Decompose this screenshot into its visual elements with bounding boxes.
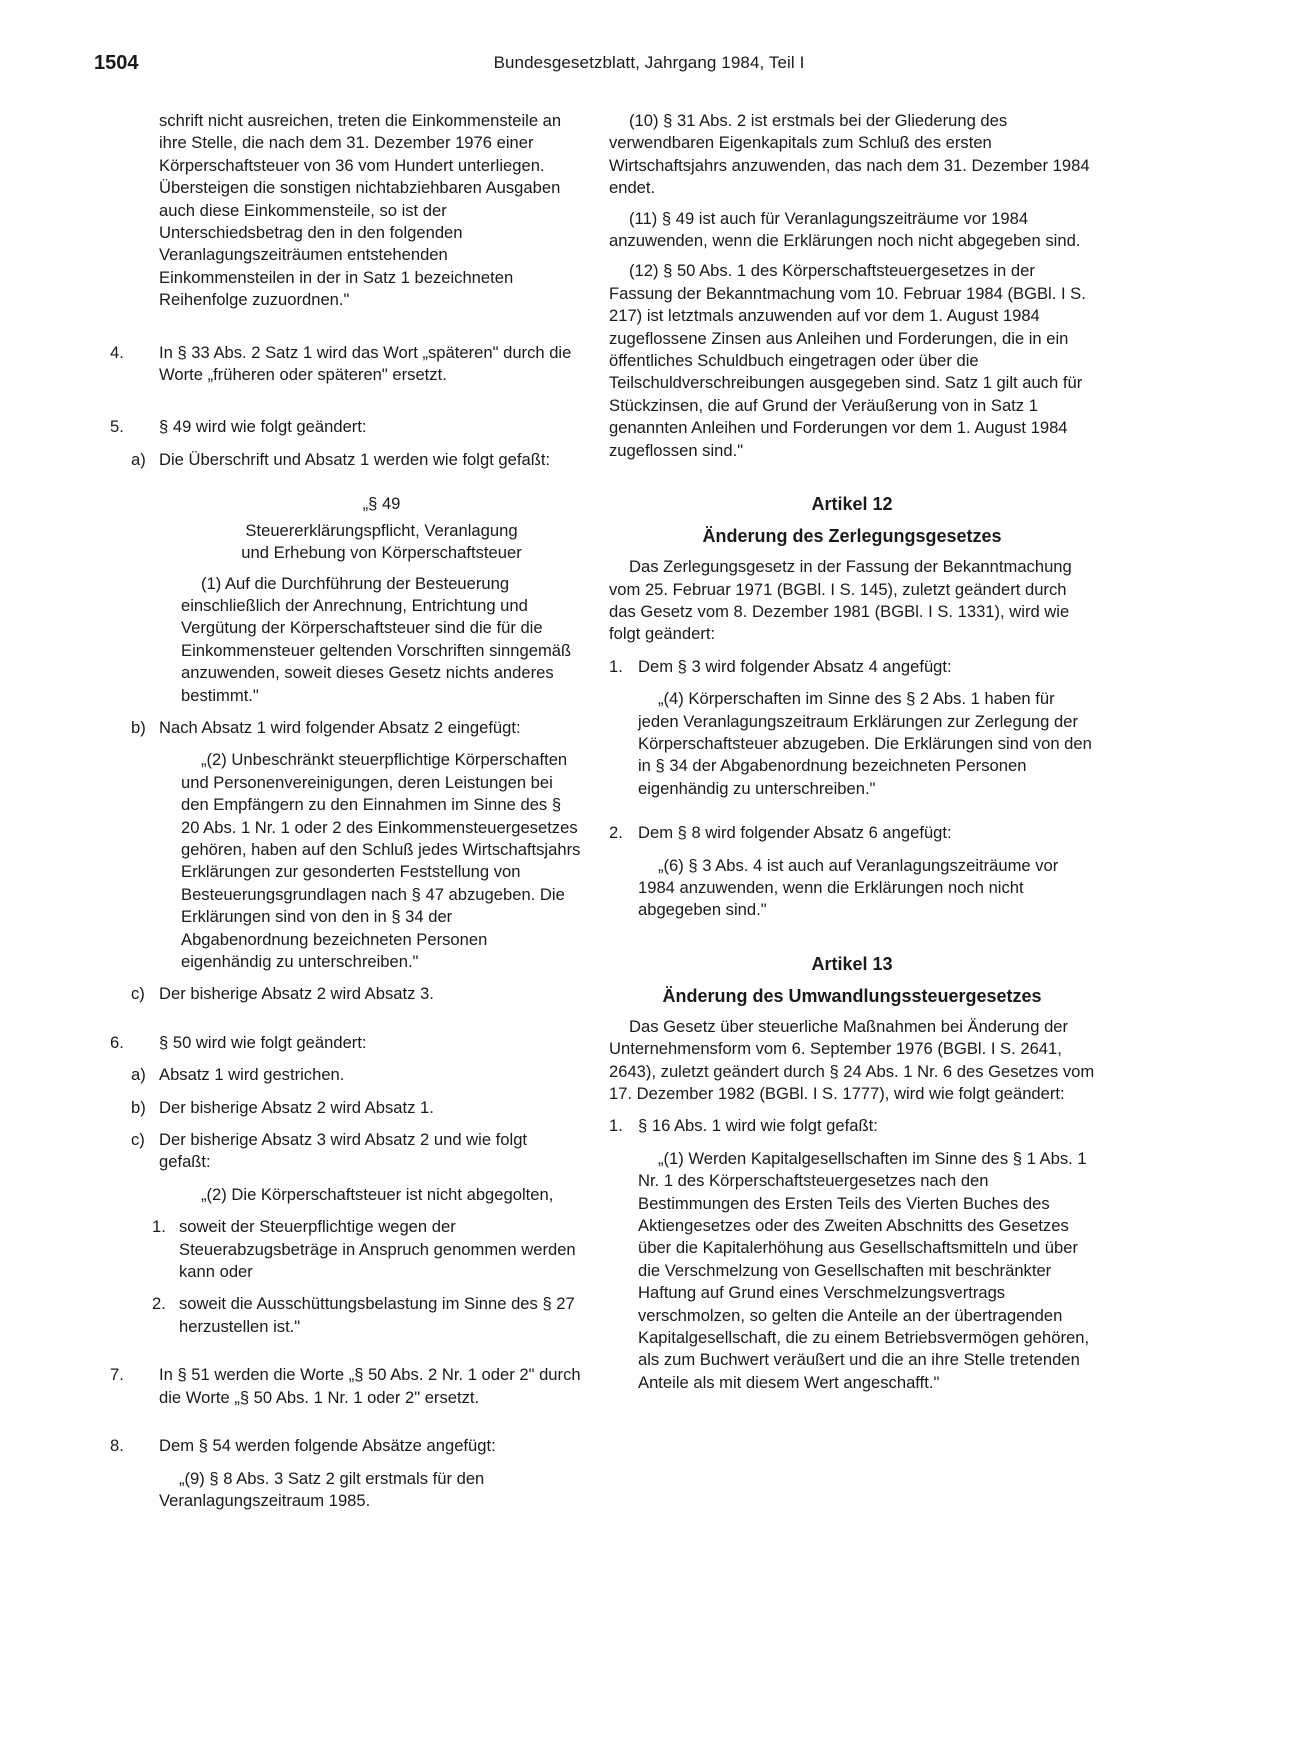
article-12-subtitle: Änderung des Zerlegungsgesetzes [702,526,1002,547]
numbered-sub-item-1 [132,1216,582,1283]
article-13-title: Artikel 13 [811,953,893,974]
list-item-5 [110,416,582,438]
item-text: § 16 Abs. 1 wird wie folgt gefaßt: [638,1116,878,1136]
right-column [609,110,1095,1394]
section-49-quote [181,493,582,707]
item-text: Dem § 8 wird folgender Absatz 6 angefügt: [638,823,952,843]
article-13-item-1 [609,1115,1095,1137]
quoted-paragraph: „(9) § 8 Abs. 3 Satz 2 gilt erstmals für den Veranlagungszeitraum 1985. [159,1468,485,1510]
section-paragraph: (1) Auf die Durchführung der Besteuerung einschließlich der Anrechnung, Entrichtung und Vergütung der Körperschaftsteuer sind die für die Einkommensteuer geltenden Vorschriften sinngemäß anzuwenden, soweit dieses Gesetz nichts anderes bestimmt." [181,573,572,705]
section-heading-line-2: und Erhebung von Körperschaftsteuer [241,543,522,563]
continued-paragraph: schrift nicht ausreichen, treten die Einkommensteile an ihre Stelle, die nach dem 31. Dezember 1976 einer Körperschaftsteuer von 36 vom Hundert unterliegen. Übersteigen die sonstigen nichtabziehbaren Ausgaben auch diese Einkommensteile, so ist der Unterschiedsbetrag den in den folgenden Veranlagungszeiträumen entstehenden Einkommensteilen in der in Satz 1 bezeichneten Reihenfolge zuzuordnen." [159,111,562,310]
sub-item-label: a) [131,449,146,469]
sub-item-text: soweit die Ausschüttungsbelastung im Sinne des § 27 herzustellen ist." [179,1294,575,1336]
sub-item-label: a) [131,1065,146,1085]
item-text: Dem § 3 wird folgender Absatz 4 angefügt: [638,656,952,676]
sub-item-label: c) [131,1130,145,1150]
page-title: Bundesgesetzblatt, Jahrgang 1984, Teil I [493,53,805,72]
left-column [110,110,582,1512]
quoted-paragraph: „(6) § 3 Abs. 4 ist auch auf Veranlagungszeiträume vor 1984 anzuwenden, wenn die Erklärungen noch nicht abgegeben sind." [638,855,1059,920]
quoted-paragraph: „(2) Unbeschränkt steuerpflichtige Körperschaften und Personenvereinigungen, deren Leistungen bei den Empfängern zu den Einnahmen im Sinne des § 20 Abs. 1 Nr. 1 oder 2 des Einkommensteuergesetzes gehören, haben auf den Schluß jedes Wirtschaftsjahrs Erklärungen zur gesonderten Feststellung von Besteuerungsgrundlagen nach § 47 abzugeben. Die Erklärungen sind von den in § 34 der Abgabenordnung bezeichneten Personen eigenhändig zu unterschreiben." [181,750,581,971]
quoted-paragraph: „(2) Die Körperschaftsteuer ist nicht abgegolten, [201,1184,554,1204]
numbered-sub-item-2 [132,1293,582,1338]
sub-item-label: b) [131,717,146,737]
list-item-4 [110,342,582,387]
sub-item-text: Der bisherige Absatz 3 wird Absatz 2 und wie folgt gefaßt: [159,1130,528,1172]
sub-item-text: Nach Absatz 1 wird folgender Absatz 2 eingefügt: [159,717,521,737]
article-13-intro: Das Gesetz über steuerliche Maßnahmen bei Änderung der Unternehmensform vom 6. September 1976 (BGBl. I S. 2641, 2643), zuletzt geändert durch § 24 Abs. 1 Nr. 6 des Gesetzes vom 17. Dezember 1982 (BGBl. I S. 1777), wird wie folgt geändert: [609,1016,1095,1103]
sub-item-5b [110,717,582,739]
paragraph-10: (10) § 31 Abs. 2 ist erstmals bei der Gliederung des verwendbaren Eigenkapitals zum Schluß des ersten Wirtschaftsjahrs anzuwenden, das nach dem 31. Dezember 1984 endet. [609,111,1090,198]
item-number: 2. [609,823,623,843]
item-number: 4. [110,342,124,362]
sub-item-5c [110,983,582,1005]
article-12-item-1 [609,656,1095,678]
item-text: In § 51 werden die Worte „§ 50 Abs. 2 Nr. 1 oder 2" durch die Worte „§ 50 Abs. 1 Nr. 1 oder 2" ersetzt. [159,1365,581,1407]
sub-item-text: Absatz 1 wird gestrichen. [159,1065,345,1085]
sub-item-label: c) [131,984,145,1004]
list-item-6 [110,1032,582,1054]
section-title: „§ 49 [362,494,401,514]
sub-item-text: soweit der Steuerpflichtige wegen der Steuerabzugsbeträge in Anspruch genommen werden kann oder [179,1217,576,1282]
item-number: 7. [110,1365,124,1385]
paragraph-11: (11) § 49 ist auch für Veranlagungszeiträume vor 1984 anzuwenden, wenn die Erklärungen noch nicht abgegeben sind. [609,208,1081,251]
page-header [94,52,1204,82]
list-item-8 [110,1435,582,1457]
sub-item-6c [110,1129,582,1174]
article-12-title: Artikel 12 [811,494,893,515]
sub-item-6a [110,1064,582,1086]
sub-item-text: Der bisherige Absatz 2 wird Absatz 1. [159,1097,434,1117]
sub-item-text: Die Überschrift und Absatz 1 werden wie folgt gefaßt: [159,449,551,469]
sub-item-text: Der bisherige Absatz 2 wird Absatz 3. [159,984,434,1004]
article-12-intro: Das Zerlegungsgesetz in der Fassung der Bekanntmachung vom 25. Februar 1971 (BGBl. I S. 145), zuletzt geändert durch das Gesetz vom 8. Dezember 1981 (BGBl. I S. 1331), wird wie folgt geändert: [609,557,1072,644]
section-heading-line-1: Steuererklärungspflicht, Veranlagung [245,520,518,540]
page-number: 1504 [94,52,139,74]
item-number: 1. [609,1116,623,1136]
sub-item-label: b) [131,1097,146,1117]
sub-item-5a [110,449,582,471]
article-12-item-2 [609,822,1095,844]
item-text: In § 33 Abs. 2 Satz 1 wird das Wort „späteren" durch die Worte „früheren oder späteren" ersetzt. [159,342,572,385]
sub-item-label: 2. [152,1294,166,1314]
item-number: 1. [609,656,623,676]
quoted-paragraph: „(1) Werden Kapitalgesellschaften im Sinne des § 1 Abs. 1 Nr. 1 des Körperschaftsteuergesetzes nach den Bestimmungen des Ersten Teils des Vierten Buches des Aktiengesetzes oder des Zweiten Abschnitts des Gesetzes über die Kapitalerhöhung aus Gesellschaftsmitteln und über die Verschmelzung von Gesellschaften mit beschränkter Haftung auf Grund eines Verschmelzungsvertrags verschmolzen, so gelten die Anteile an der übertragenden Kapitalgesellschaft, die zu einem Betriebsvermögen gehören, als zum Buchwert veräußert und die an ihre Stelle tretenden Anteile als mit diesem Wert angeschafft." [638,1148,1090,1392]
item-number: 5. [110,417,124,437]
item-text: § 49 wird wie folgt geändert: [159,417,367,437]
sub-item-label: 1. [152,1217,166,1237]
list-item-7 [110,1364,582,1409]
quoted-paragraph: „(4) Körperschaften im Sinne des § 2 Abs. 1 haben für jeden Veranlagungszeitraum Erklärungen zur Zerlegung der Körperschaftsteuer abzugeben. Die Erklärungen sind von den in § 34 der Abgabenordnung bezeichneten Personen eigenhändig zu unterschreiben." [638,689,1092,798]
item-number: 8. [110,1436,124,1456]
item-text: § 50 wird wie folgt geändert: [159,1032,367,1052]
item-number: 6. [110,1032,124,1052]
paragraph-12: (12) § 50 Abs. 1 des Körperschaftsteuergesetzes in der Fassung der Bekanntmachung vom 10. Februar 1984 (BGBl. I S. 217) ist letztmals anzuwenden auf vor dem 1. August 1984 zugeflossene Zinsen aus Anleihen und Forderungen, die in ein öffentliches Schuldbuch eingetragen oder über die Teilschuldverschreibungen ausgegeben sind. Satz 1 gilt auch für Stückzinsen, die auf Grund der Veräußerung von in Satz 1 genannten Anleihen und Forderungen vor dem 1. August 1984 zugeflossen sind." [609,261,1086,460]
item-text: Dem § 54 werden folgende Absätze angefügt: [159,1436,496,1456]
sub-item-6b [110,1097,582,1119]
article-13-subtitle: Änderung des Umwandlungssteuergesetzes [662,985,1042,1006]
